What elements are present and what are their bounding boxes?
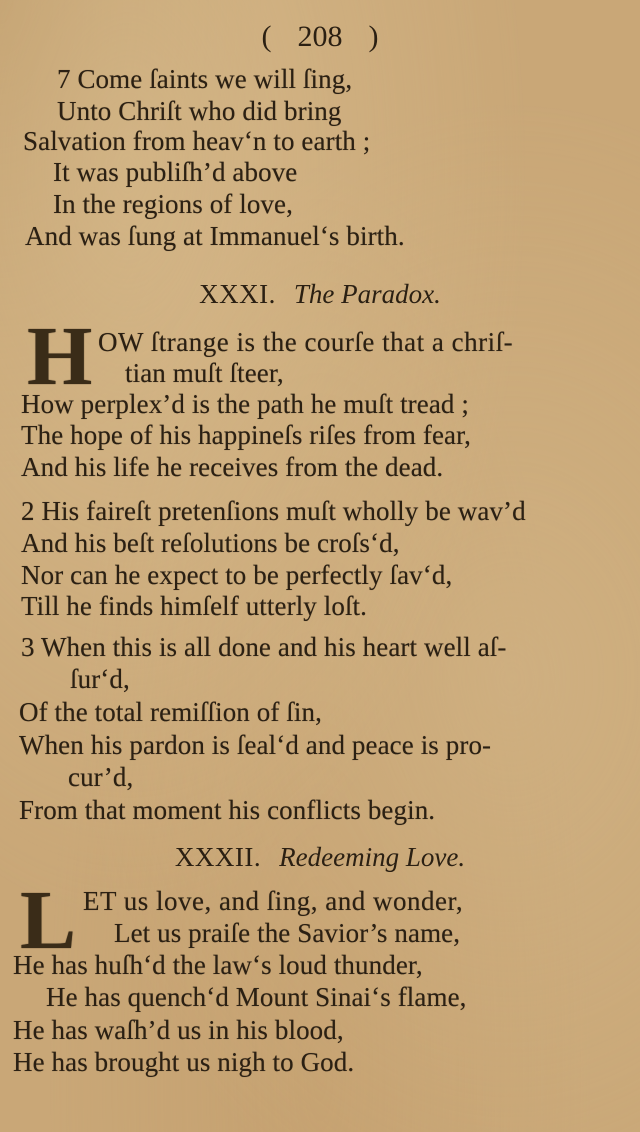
verse-line: 3 When this is all done and his heart well aſ- [21, 632, 507, 662]
verse-line: The hope of his happineſs riſes from fear, [21, 420, 471, 450]
verse-line: 7 Come ſaints we will ſing, [57, 64, 353, 94]
page-number-open-paren: ( [261, 20, 272, 53]
verse-line: It was publiſh’d above [53, 157, 298, 187]
verse-line: How perplex’d is the path he muſt tread ; [21, 389, 469, 419]
verse-line: In the regions of love, [53, 189, 293, 219]
verse-line: cur’d, [68, 762, 134, 792]
hymn-numeral: XXXI. [199, 279, 276, 309]
verse-line: He has waſh’d us in his blood, [13, 1015, 344, 1045]
verse-line: OW ſtrange is the courſe that a chriſ- [98, 327, 514, 357]
verse-line: ET us love, and ſing, and wonder, [83, 886, 464, 916]
page-number-value: 208 [297, 20, 343, 53]
hymn-numeral: XXXII. [174, 842, 262, 872]
hymn-heading [0, 842, 640, 873]
verse-line: Unto Chriſt who did bring [57, 96, 342, 126]
verse-line: He has brought us nigh to God. [13, 1047, 355, 1077]
verse-line: And was ſung at Immanuel‘s birth. [25, 221, 405, 251]
verse-line: And his beſt reſolutions be croſs‘d, [21, 528, 400, 558]
verse-line: 2 His faireſt pretenſions muſt wholly be wav’d [21, 496, 526, 526]
hymn-heading [0, 279, 640, 310]
hymn-title: Redeeming Love. [279, 842, 466, 872]
page-number-close-paren: ) [368, 20, 379, 53]
verse-line: Till he finds himſelf utterly loſt. [21, 591, 367, 621]
verse-line: Let us praiſe the Savior’s name, [114, 918, 461, 948]
page-number [0, 20, 640, 54]
verse-line: Nor can he expect to be perfectly ſav‘d, [21, 560, 453, 590]
verse-line: When his pardon is ſeal‘d and peace is pro- [19, 730, 492, 760]
verse-line: tian muſt ſteer, [125, 358, 284, 388]
verse-line: ſur‘d, [70, 664, 130, 694]
verse-line: He has quench‘d Mount Sinai‘s flame, [46, 982, 467, 1012]
verse-line: Of the total remiſſion of ſin, [19, 697, 322, 727]
drop-cap: L [20, 874, 75, 967]
verse-line: Salvation from heav‘n to earth ; [23, 126, 371, 156]
verse-line: He has huſh‘d the law‘s loud thunder, [13, 950, 423, 980]
hymn-title: The Paradox. [293, 279, 441, 309]
verse-line: And his life he receives from the dead. [21, 452, 444, 482]
drop-cap: H [27, 310, 91, 403]
verse-line: From that moment his conflicts begin. [19, 795, 436, 825]
